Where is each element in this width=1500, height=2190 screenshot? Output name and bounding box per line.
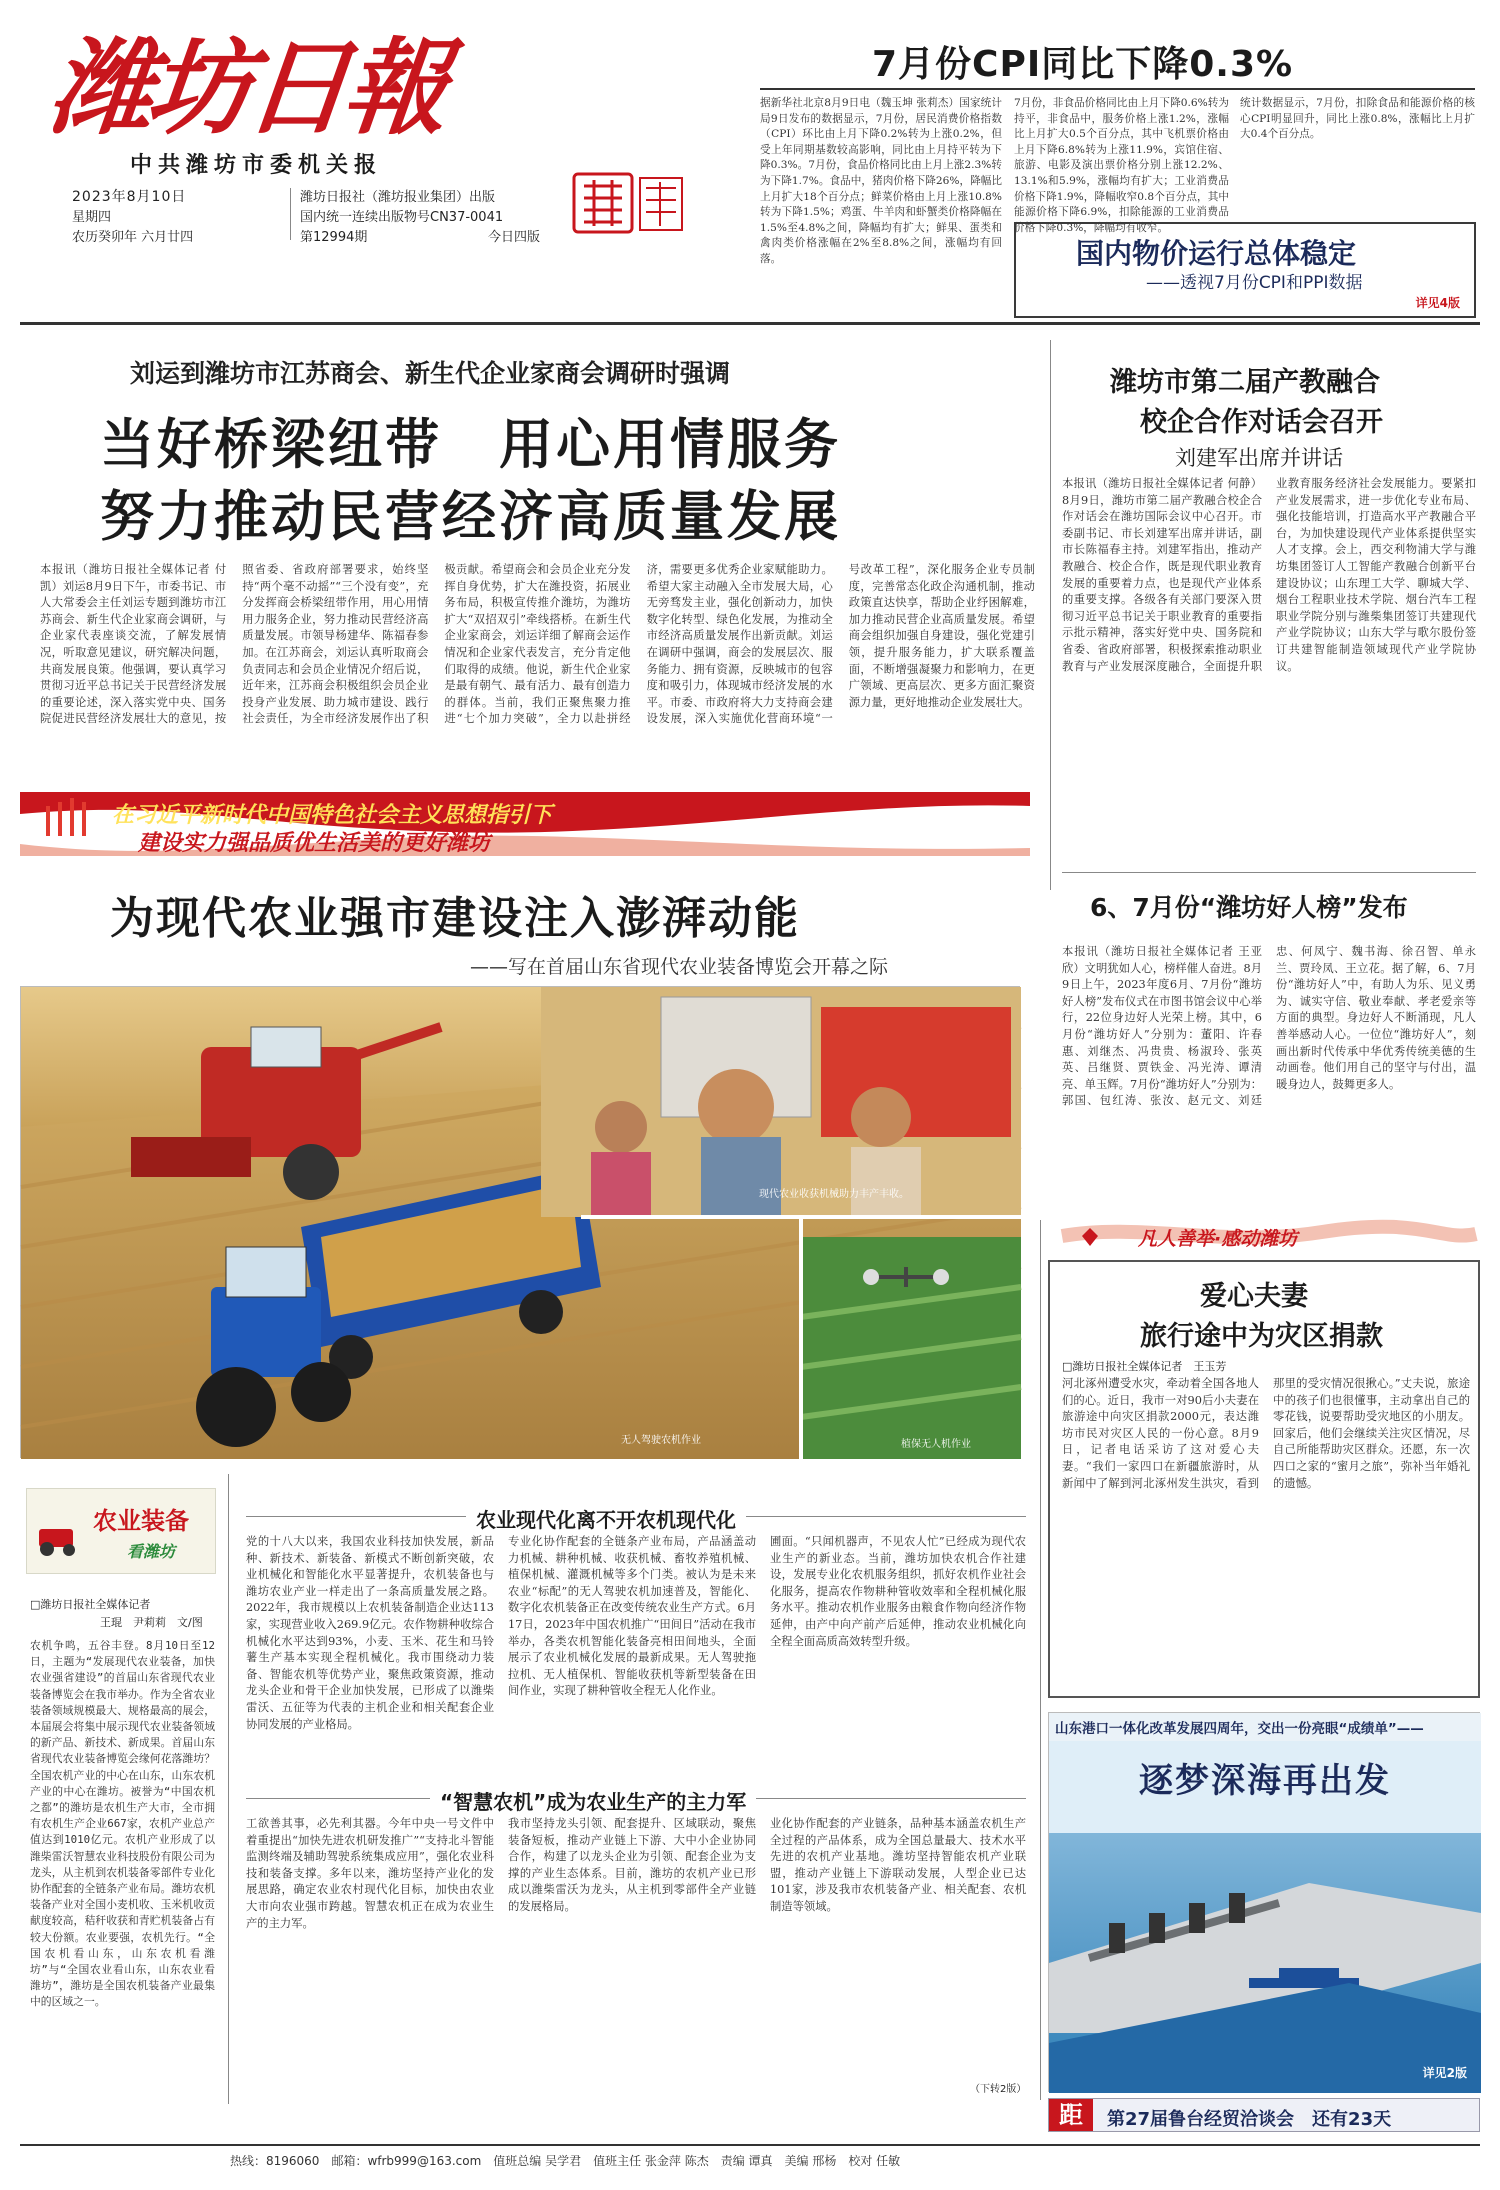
fanren-byline: □潍坊日报社全媒体记者 王玉芳 [1062,1360,1227,1373]
fanren-title-2: 旅行途中为灾区捐款 [1140,1321,1383,1352]
photo-harvest [20,986,1020,1458]
port-kicker: 山东港口一体化改革发展四周年，交出一份亮眼“成绩单”—— [1049,1713,1481,1741]
masthead-subtitle: 中共潍坊市委机关报 [130,153,383,178]
cpi-col2: 7月份，非食品价格同比由上月下降0.6%转为持平，非食品中，服务价格上涨1.2%，涨幅比上月扩大0.5个百分点，其中飞机票价格由上月下降6.8%转为上涨11.9%，宾馆住宿、旅游、电影及演出票价格分别上涨12.2%、13.1%和5.9%，涨幅均有扩大；工业消费品价格下降1.9%，降幅收窄0.8个百分点，其中能源价格下降6.9%，扣除能源的工业消费品价格下降0.3%，降幅均有收窄。 [1014,97,1229,234]
agri-subtitle: ——写在首届山东省现代农业装备博览会开幕之际 [470,956,889,978]
agri-headline: 为现代农业强市建设注入澎湃动能 [110,893,800,944]
agri-col-f: 业化协作配套的产业链条，品种基本涵盖农机生产全过程的产品体系，成为全国总量最大、技术水平先进的农机产业基地。潍坊坚持智能农机产业联盟，推动产业链上下游联动发展，人型企业已达101家，涉及我市农机装备产业、相关配套、农机制造等领域。 [770,1817,1026,1913]
photo-caption-3: 植保无人机作业 [901,1439,971,1450]
photo-caption-2: 无人驾驶农机作业 [621,1435,701,1446]
photo-port [1048,1712,1480,2092]
fanren-title-1: 爱心夫妻 [1200,1281,1308,1312]
fanren-banner [1062,1218,1476,1254]
countdown-bar [1048,2098,1480,2132]
banner-line-2: 建设实力强品质优生活美的更好潍坊 [138,831,491,856]
chanjiao-title-2: 校企合作对话会召开 [1140,407,1383,438]
chanjiao-sub: 刘建军出席并讲话 [1175,446,1343,470]
chanjiao-body: 本报讯（潍坊日报社全媒体记者 何静）8月9日，潍坊市第二届产教融合校企合作对话会在潍坊国际会议中心召开。市委副书记、市长刘建军出席并讲话，副市长陈福春主持。刘建军指出，推动产教融合、校企合作，既是现代职业教育发展的重要着力点，也是现代产业体系的重要支撑。各级各有关部门要深入贯彻习近平总书记关于职业教育的重要指示批示精神，落实好党中央、国务院和省委、省政府部署，积极探索推动职业教育与产业发展深度融合，全面提升职业教育服务经济社会发展能力。要紧扣产业发展需求，进一步优化专业布局、强化技能培训，打造高水平产教融合平台，为加快建设现代产业体系提供坚实人才支撑。会上，西交利物浦大学与潍坊集团签订人工智能产教融合创新平台建设协议；山东理工大学、聊城大学、烟台工程职业技术学院、烟台汽车工程职业学院分别与潍柴集团签订共建现代产业学院协议；山东大学与歌尔股份签订共建智能制造领域现代产业学院协议。 [1062,477,1476,673]
masthead-logo: 潍坊日報 [43,26,449,149]
port-title: 逐梦深海再出发 [1139,1761,1391,1801]
haoren-title: 6、7月份“潍坊好人榜”发布 [1090,893,1408,922]
lead-kicker: 刘运到潍坊市江苏商会、新生代企业家商会调研时强调 [130,359,731,388]
haoren-body: 本报讯（潍坊日报社全媒体记者 王亚欣）文明犹如人心，榜样催人奋进。8月9日上午，2023年度6月、7月份“潍坊好人榜”发布仪式在市图书馆会议中心举行，22位身边好人光荣上榜。其中，6月份“潍坊好人”分别为：董阳、许春惠、刘继杰、冯贵贵、杨淑玲、张英英、吕继贤、贾铁金、冯光涛、谭清亮、单玉辉。7月份“潍坊好人”分别为：郭国、包红涛、张汝、赵元文、刘廷忠、何凤宁、魏书海、徐召智、单永兰、贾玲凤、王立花。据了解，6、7月份“潍坊好人”中，有助人为乐、见义勇为、诚实守信、敬业奉献、孝老爱亲等方面的典型。身边好人不断涌现，凡人善举感动人心。一位位“潍坊好人”，刻画出新时代传承中华优秀传统美德的生动画卷。他们用自己的坚守与付出，温暖身边人，鼓舞更多人。 [1062,945,1476,1108]
agri-byline-2: 王琨 尹莉莉 文/图 [100,1616,203,1629]
continued-note: （下转2版） [970,2084,1027,2095]
footer-credits: 热线：8196060 邮箱：wfrb999@163.com 值班总编 吴学君 值班主任 张金萍 陈杰 责编 谭真 美编 邢杨 校对 任敏 [230,2154,901,2168]
cpi-col1: 据新华社北京8月9日电（魏玉坤 张莉杰）国家统计局9日发布的数据显示，7月份，居民消费价格指数（CPI）环比由上月下降0.2%转为上涨0.2%，但受上年同期基数较高影响，同比由上月持平转为下降0.3%。7月份，食品价格同比由上月上涨2.3%转为下降1.7%。食品中，猪肉价格下降26%，降幅比上月扩大18个百分点；鲜菜价格由上月上涨10.8%转为下降1.5%；鸡蛋、牛羊肉和虾蟹类价格降幅在1.5%至4.8%之间，降幅均有扩大；鲜果、蛋类和禽肉类价格涨幅在2%至8.8%之间，涨幅均有回落。 [760,97,1002,265]
agri-col-b: 专业化协作配套的全链条产业布局，产品涵盖动力机械、耕种机械、收获机械、畜牧养殖机械、植保机械、灌溉机械等多个门类。被认为是未来农业“标配”的无人驾驶农机加速普及，智能化、数字化农机装备正在改变传统农业生产方式。6月17日，2023年中国农机推广“田间日”活动在我市举办，各类农机智能化装备亮相田间地头，全面展示了农业机械化发展的最新成果。无人驾驶拖拉机、无人植保机、智能收获机等新型装备在田间作业，实现了耕种管收全程无人化作业。 [508,1535,756,1698]
publication-number: 国内统一连续出版物号CN37-0041 [300,210,504,225]
section-header-2: “智慧农机”成为农业生产的主力军 [430,1786,756,1815]
agri-col-a: 党的十八大以来，我国农业科技加快发展，新品种、新技术、新装备、新模式不断创新突破，农业机械化和智能化水平显著提升，农机装备也与潍坊农业产业一样走出了一条高质量发展之路。2022年，我市规模以上农机装备制造企业达113家，实现营业收入269.9亿元。农作物耕种收综合机械化水平达到93%，小麦、玉米、花生和马铃薯生产基本实现全程机械化。我市围绕动力装备、智能农机等优势产业，聚焦政策资源，推动龙头企业和骨干企业加快发展，已形成了以潍柴雷沃、五征等为代表的主机企业和相关配套企业协同发展的产业格局。 [246,1535,494,1731]
page-count: 今日四版 [488,230,541,245]
issue-lunar: 农历癸卯年 六月廿四 [72,230,194,245]
inset-title: 国内物价运行总体稳定 [1076,237,1357,270]
issue-number: 第12994期 [300,230,368,245]
lead-headline-2: 努力推动民营经济高质量发展 [100,485,841,548]
cpi-headline: 7月份CPI同比下降0.3% [872,44,1294,85]
agri-logo-title: 农业装备 [93,1507,189,1535]
countdown-text: 第27届鲁台经贸洽谈会 还有23天 [1107,2109,1392,2130]
agri-col-c: 圃面。“只闻机器声，不见农人忙”已经成为现代农业生产的新业态。当前，潍坊加快农机合作社建设，发展专业化农机服务组织，抓好农机作业社会化服务，提高农作物耕种管收效率和全程机械化服务水平。推动农机作业服务由粮食作物向经济作物延伸，由产中向产前产后延伸，推动农业机械化向全程全面高质高效转型升级。 [770,1535,1026,1648]
agri-byline-1: □潍坊日报社全媒体记者 [30,1598,151,1611]
section-header-1: 农业现代化离不开农机现代化 [466,1504,746,1533]
inset-ref-link[interactable]: 详见4版 [1415,296,1460,310]
fanren-body: 河北涿州遭受水灾，牵动着全国各地人们的心。近日，我市一对90后小夫妻在旅游途中向灾区捐款2000元，表达潍坊市民对灾区人民的一份心意。8月9日，记者电话采访了这对爱心夫妻。“我们一家四口在新疆旅游时，从新闻中了解到河北涿州发生洪灾，看到那里的受灾情况很揪心。”丈夫说，旅途中的孩子们也很懂事，主动拿出自己的零花钱，说要帮助受灾地区的小朋友。回家后，他们会继续关注灾区情况，尽自己所能帮助灾区群众。还愿，东一次四口之家的“蜜月之旅”，弥补当年婚礼的遗憾。 [1062,1377,1470,1490]
agri-logo-sub: 看潍坊 [127,1542,176,1561]
emblem-seal [570,168,688,240]
agri-col-d: 工欲善其事，必先利其器。今年中央一号文件中着重提出“加快先进农机研发推广”“支持北斗智能监测终端及辅助驾驶系统集成应用”，强化农业科技和装备支撑。多年以来，潍坊坚持产业化的发展思路，确定农业农村现代化目标，加快由农业大市向农业强市跨越。智慧农机正在成为农业生产的主力军。 [246,1817,494,1930]
port-ref-link[interactable]: 详见2版 [1422,2066,1467,2080]
lead-body: 本报讯（潍坊日报社全媒体记者 付凯）刘运8月9日下午，市委书记、市人大常委会主任刘运专题到潍坊市江苏商会、新生代企业家商会调研，与企业家代表座谈交流，了解发展情况，听取意见建议，研究解决问题，共商发展良策。他强调，要认真学习贯彻习近平总书记关于民营经济发展的重要论述，深入落实党中央、国务院促进民营经济发展壮大的意见，按照省委、省政府部署要求，始终坚持“两个毫不动摇”“三个没有变”，充分发挥商会桥梁纽带作用，用心用情用力服务企业，努力推动民营经济高质量发展。市领导杨建华、陈福春参加。在江苏商会，刘运认真听取商会负责同志和会员企业情况介绍后说，近年来，江苏商会积极组织会员企业投身产业发展、助力城市建设、践行社会责任，为全市经济发展作出了积极贡献。希望商会和会员企业充分发挥自身优势，扩大在潍投资，拓展业务布局，积极宣传推介潍坊，为潍坊扩大“双招双引”牵线搭桥。在新生代企业家商会，刘运详细了解商会运作情况和企业家代表发言，充分肯定他们取得的成绩。他说，新生代企业家是最有朝气、最有活力、最有创造力的群体。当前，我们正聚焦聚力推进“七个加力突破”，全力以赴拼经济，需要更多优秀企业家赋能助力。希望大家主动融入全市发展大局，心无旁骛发主业，强化创新动力，加快数字化转型、绿色化发展，为推动全市经济高质量发展作出新贡献。刘运在调研中强调，商会的发展层次、服务能力、拥有资源，反映城市的包容度和吸引力，体现城市经济发展的水平。市委、市政府将大力支持商会建设发展，深入实施优化营商环境“一号改革工程”，深化服务企业专员制度，完善常态化政企沟通机制，推动政策直达快享，帮助企业纾困解难，加力推动民营企业高质量发展。希望商会组织加强自身建设，强化党建引领，提升服务能力，扩大联系覆盖面，不断增强凝聚力和影响力，在更广领域、更高层次、更多方面汇聚资源力量，更好地推动企业发展壮大。 [40,563,1035,726]
cpi-col3: 统计数据显示，7月份，扣除食品和能源价格的核心CPI明显回升，同比上涨0.8%，涨幅比上月扩大0.4个百分点。 [1240,97,1475,141]
lead-headline-1: 当好桥梁纽带 用心用情服务 [100,413,841,476]
inset-subtitle: ——透视7月份CPI和PPI数据 [1146,273,1363,293]
agri-logo [26,1488,216,1574]
publisher: 潍坊日报社（潍坊报业集团）出版 [300,190,496,205]
agri-col-e: 我市坚持龙头引领、配套提升、区域联动，聚焦装备短板，推动产业链上下游、大中小企业协同合作，构建了以龙头企业为引领、配套企业为支撑的产业生态体系。目前，潍坊的农机产业已形成以潍柴雷沃为龙头，从主机到零部件全产业链的发展格局。 [508,1817,756,1913]
theme-banner [20,792,1030,856]
issue-weekday: 星期四 [72,210,112,225]
countdown-ju: 距 [1049,2099,1093,2131]
issue-date: 2023年8月10日 [72,189,187,205]
chanjiao-title-1: 潍坊市第二届产教融合 [1110,367,1380,398]
banner-line-1: 在习近平新时代中国特色社会主义思想指引下 [112,803,553,828]
cpi-inset-box [1014,222,1476,318]
fanren-banner-text: 凡人善举·感动潍坊 [1138,1228,1298,1250]
agri-intro: 农机争鸣，五谷丰登。8月10日至12日，主题为“发展现代农业装备，加快农业强省建设”的首届山东省现代农业装备博览会在我市举办。作为全省农业装备领域规模最大、规格最高的展会，本届展会将集中展示现代农业装备领域的新产品、新技术、新成果。首届山东省现代农业装备博览会缘何花落潍坊？全国农机产业的中心在山东，山东农机产业的中心在潍坊。被誉为“中国农机之都”的潍坊是农机生产大市，全市拥有农机生产企业667家，农机产业总产值达到1010亿元。农机产业形成了以潍柴雷沃智慧农业科技股份有限公司为龙头，从主机到农机装备零部件专业化协作配套的全链条产业布局。潍坊农机装备产业对全国小麦机收、玉米机收贡献度较高，秸秆收获和青贮机装备占有较大份额。农业要强，农机先行。“全国农机看山东，山东农机看潍坊”与“全国农业看山东，山东农业看潍坊”，潍坊是全国农机装备产业最集中的区域之一。 [30,1639,215,2009]
photo-caption-1: 现代农业收获机械助力丰产丰收。 [759,1189,909,1200]
